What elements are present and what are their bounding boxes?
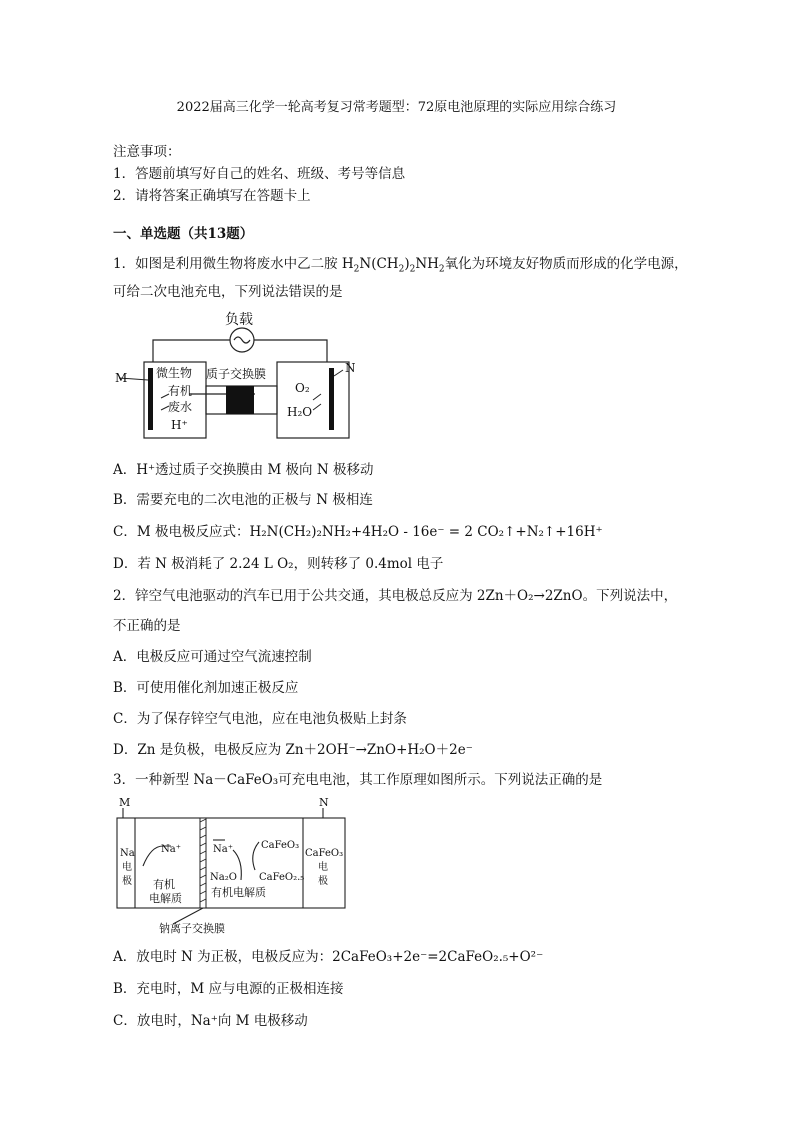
membrane-label: 质子交换膜 — [206, 367, 267, 381]
q2-option-d: D．Zn 是负极，电极反应为 Zn＋2OH⁻→ZnO+H₂O＋2e⁻ — [113, 742, 473, 758]
q3-option-b: B．充电时，M 应与电源的正极相连接 — [113, 981, 344, 997]
cafeo25-label: CaFeO₂.₅ — [259, 872, 305, 883]
q1-stem-line2: 可给二次电池充电，下列说法错误的是 — [113, 284, 343, 300]
q3-option-a: A．放电时 N 为正极，电极反应为：2CaFeO₃+2e⁻=2CaFeO₂.₅+O²⁻ — [113, 949, 544, 965]
page-title: 2022届高三化学一轮高考复习常考题型：72原电池原理的实际应用综合练习 — [176, 100, 617, 115]
q3-battery-diagram — [113, 796, 353, 936]
notice-heading: 注意事项： — [113, 144, 181, 160]
load-label: 负载 — [225, 312, 253, 328]
organic-electrolyte-label-2: 有机电解质 — [211, 886, 266, 899]
cafeo-electrode-label-3: 极 — [318, 876, 328, 887]
q1-option-b: B．需要充电的二次电池的正极与 N 极相连 — [113, 492, 373, 508]
notice-item-1: 1．答题前填写好自己的姓名、班级、考号等信息 — [113, 166, 406, 182]
electrode-m-label: M — [119, 796, 131, 809]
notice-item-2: 2．请将答案正确填写在答题卡上 — [113, 188, 311, 204]
waste-label: 废水 — [168, 400, 193, 414]
na-electrode-label-2: 电 — [122, 862, 132, 873]
q2-option-c: C．为了保存锌空气电池，应在电池负极贴上封条 — [113, 711, 407, 727]
cafeo3-label: CaFeO₃ — [261, 840, 300, 851]
cafeo-electrode-label-2: 电 — [318, 862, 328, 873]
organic-electrolyte-label-1a: 有机 — [153, 878, 175, 891]
electrode-n-label: N — [345, 361, 356, 375]
electrode-n-label: N — [319, 796, 329, 809]
sodium-membrane-label: 钠离子交换膜 — [159, 922, 225, 935]
electrode-m-label: M — [115, 371, 128, 385]
q1-option-a: A．H⁺透过质子交换膜由 M 极向 N 极移动 — [113, 462, 374, 478]
na-electrode-label-1: Na — [120, 848, 135, 859]
q3-stem: 3．一种新型 Na－CaFeO₃可充电电池，其工作原理如图所示。下列说法正确的是 — [113, 772, 603, 788]
q2-stem-line1: 2．锌空气电池驱动的汽车已用于公共交通，其电极总反应为 2Zn＋O₂→2ZnO。下列说法中， — [113, 588, 678, 604]
q2-option-b: B．可使用催化剂加速正极反应 — [113, 680, 299, 696]
na-electrode-label-3: 极 — [122, 876, 132, 887]
microbe-label: 微生物 — [156, 366, 193, 380]
water-label: H₂O — [287, 405, 313, 419]
organic-electrolyte-label-1b: 电解质 — [149, 892, 182, 905]
q1-battery-diagram — [113, 300, 358, 445]
q2-option-a: A．电极反应可通过空气流速控制 — [113, 649, 312, 665]
proton-label: H⁺ — [171, 418, 188, 432]
cafeo-electrode-label-1: CaFeO₃ — [305, 848, 344, 859]
organic-label: 有机 — [168, 384, 193, 398]
q3-option-c: C．放电时，Na⁺向 M 电极移动 — [113, 1013, 308, 1029]
oxygen-label: O₂ — [295, 381, 310, 395]
q1-option-c: C．M 极电极反应式：H₂N(CH₂)₂NH₂+4H₂O - 16e⁻ = 2 CO₂↑+N₂↑+16H⁺ — [113, 524, 603, 540]
section-heading: 一、单选题（共13题） — [113, 226, 254, 242]
q1-option-d: D．若 N 极消耗了 2.24 L O₂，则转移了 0.4mol 电子 — [113, 556, 444, 572]
q2-stem-line2: 不正确的是 — [113, 618, 181, 634]
na2o-label: Na₂O — [210, 872, 237, 883]
naplus-label-1: Na⁺ — [161, 844, 181, 855]
q1-stem-line1: 1．如图是利用微生物将废水中乙二胺 $H_2N(CH_2)_2NH_2$氧化为环境友好物质而形成的化学电源， — [113, 256, 688, 275]
naplus-label-2: Na⁺ — [213, 844, 233, 855]
